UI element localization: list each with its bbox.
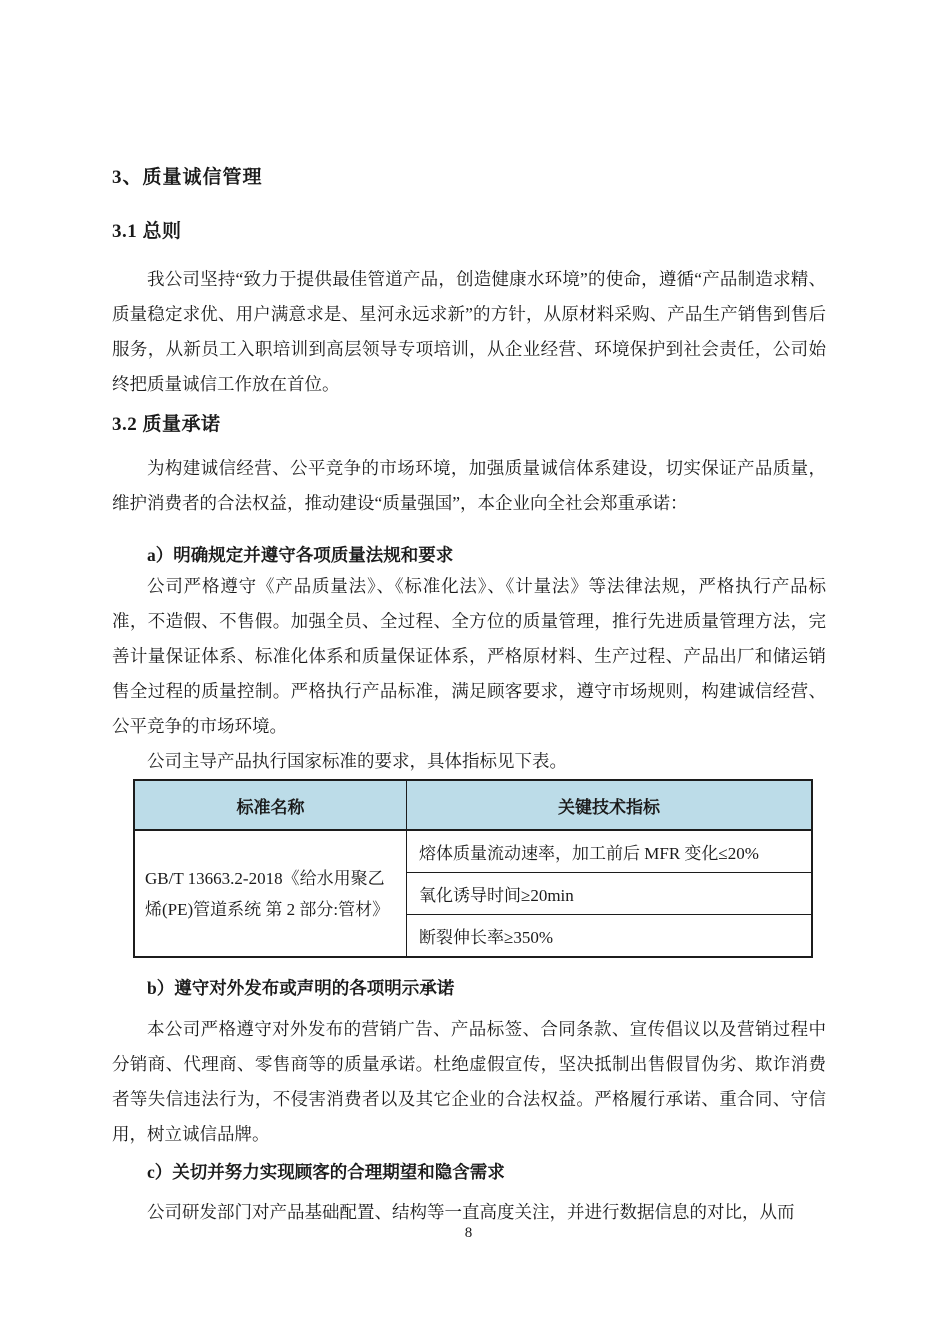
item-heading-c: c）关切并努力实现顾客的合理期望和隐含需求 [147,1162,505,1182]
standards-table [133,779,813,958]
page-number: 8 [464,1225,473,1241]
paragraph-table-lead: 公司主导产品执行国家标准的要求，具体指标见下表。 [147,751,567,771]
paragraph-item-b: 本公司严格遵守对外发布的营销广告、产品标签、合同条款、宣传倡议以及营销过程中分销商、代理商、零售商等的质量承诺。杜绝虚假宣传，坚决抵制出售假冒伪劣、欺诈消费者等失信违法行为，不侵害消费者以及其它企业的合法权益。严格履行承诺、重合同、守信用，树立诚信品牌。 [112,1019,826,1144]
table-cell-indicator-elongation: 断裂伸长率≥350% [407,915,813,958]
table-cell-indicator-oit: 氧化诱导时间≥20min [407,873,813,915]
table-cell-standard-name: GB/T 13663.2-2018《给水用聚乙烯(PE)管道系统 第 2 部分:管材》 [134,830,407,957]
table-header-key-indicators: 关键技术指标 [407,780,813,830]
section-heading-3-1: 3.1 总则 [112,221,182,242]
page-content [112,0,826,1230]
paragraph-3-2-intro: 为构建诚信经营、公平竞争的市场环境，加强质量诚信体系建设，切实保证产品质量，维护消费者的合法权益，推动建设“质量强国”，本企业向全社会郑重承诺： [112,458,826,513]
paragraph-item-a: 公司严格遵守《产品质量法》、《标准化法》、《计量法》等法律法规，严格执行产品标准，不造假、不售假。加强全员、全过程、全方位的质量管理，推行先进质量管理方法，完善计量保证体系、标准化体系和质量保证体系，严格原材料、生产过程、产品出厂和储运销售全过程的质量控制。严格执行产品标准，满足顾客要求，遵守市场规则，构建诚信经营、公平竞争的市场环境。 [112,576,826,736]
item-heading-a: a）明确规定并遵守各项质量法规和要求 [147,545,454,565]
table-cell-indicator-mfr: 熔体质量流动速率，加工前后 MFR 变化≤20% [407,830,813,873]
section-heading-3-2: 3.2 质量承诺 [112,414,221,435]
table-header-row [134,780,812,830]
table-header-standard-name: 标准名称 [134,780,407,830]
item-heading-b: b）遵守对外发布或声明的各项明示承诺 [147,978,455,998]
paragraph-item-c: 公司研发部门对产品基础配置、结构等一直高度关注，并进行数据信息的对比，从而 [147,1202,795,1222]
paragraph-3-1: 我公司坚持“致力于提供最佳管道产品，创造健康水环境”的使命，遵循“产品制造求精、质量稳定求优、用户满意求是、星河永远求新”的方针，从原材料采购、产品生产销售到售后服务，从新员工入职培训到高层领导专项培训，从企业经营、环境保护到社会责任，公司始终把质量诚信工作放在首位。 [112,269,826,394]
table-row [134,830,812,873]
chapter-heading: 3、质量诚信管理 [112,167,263,188]
